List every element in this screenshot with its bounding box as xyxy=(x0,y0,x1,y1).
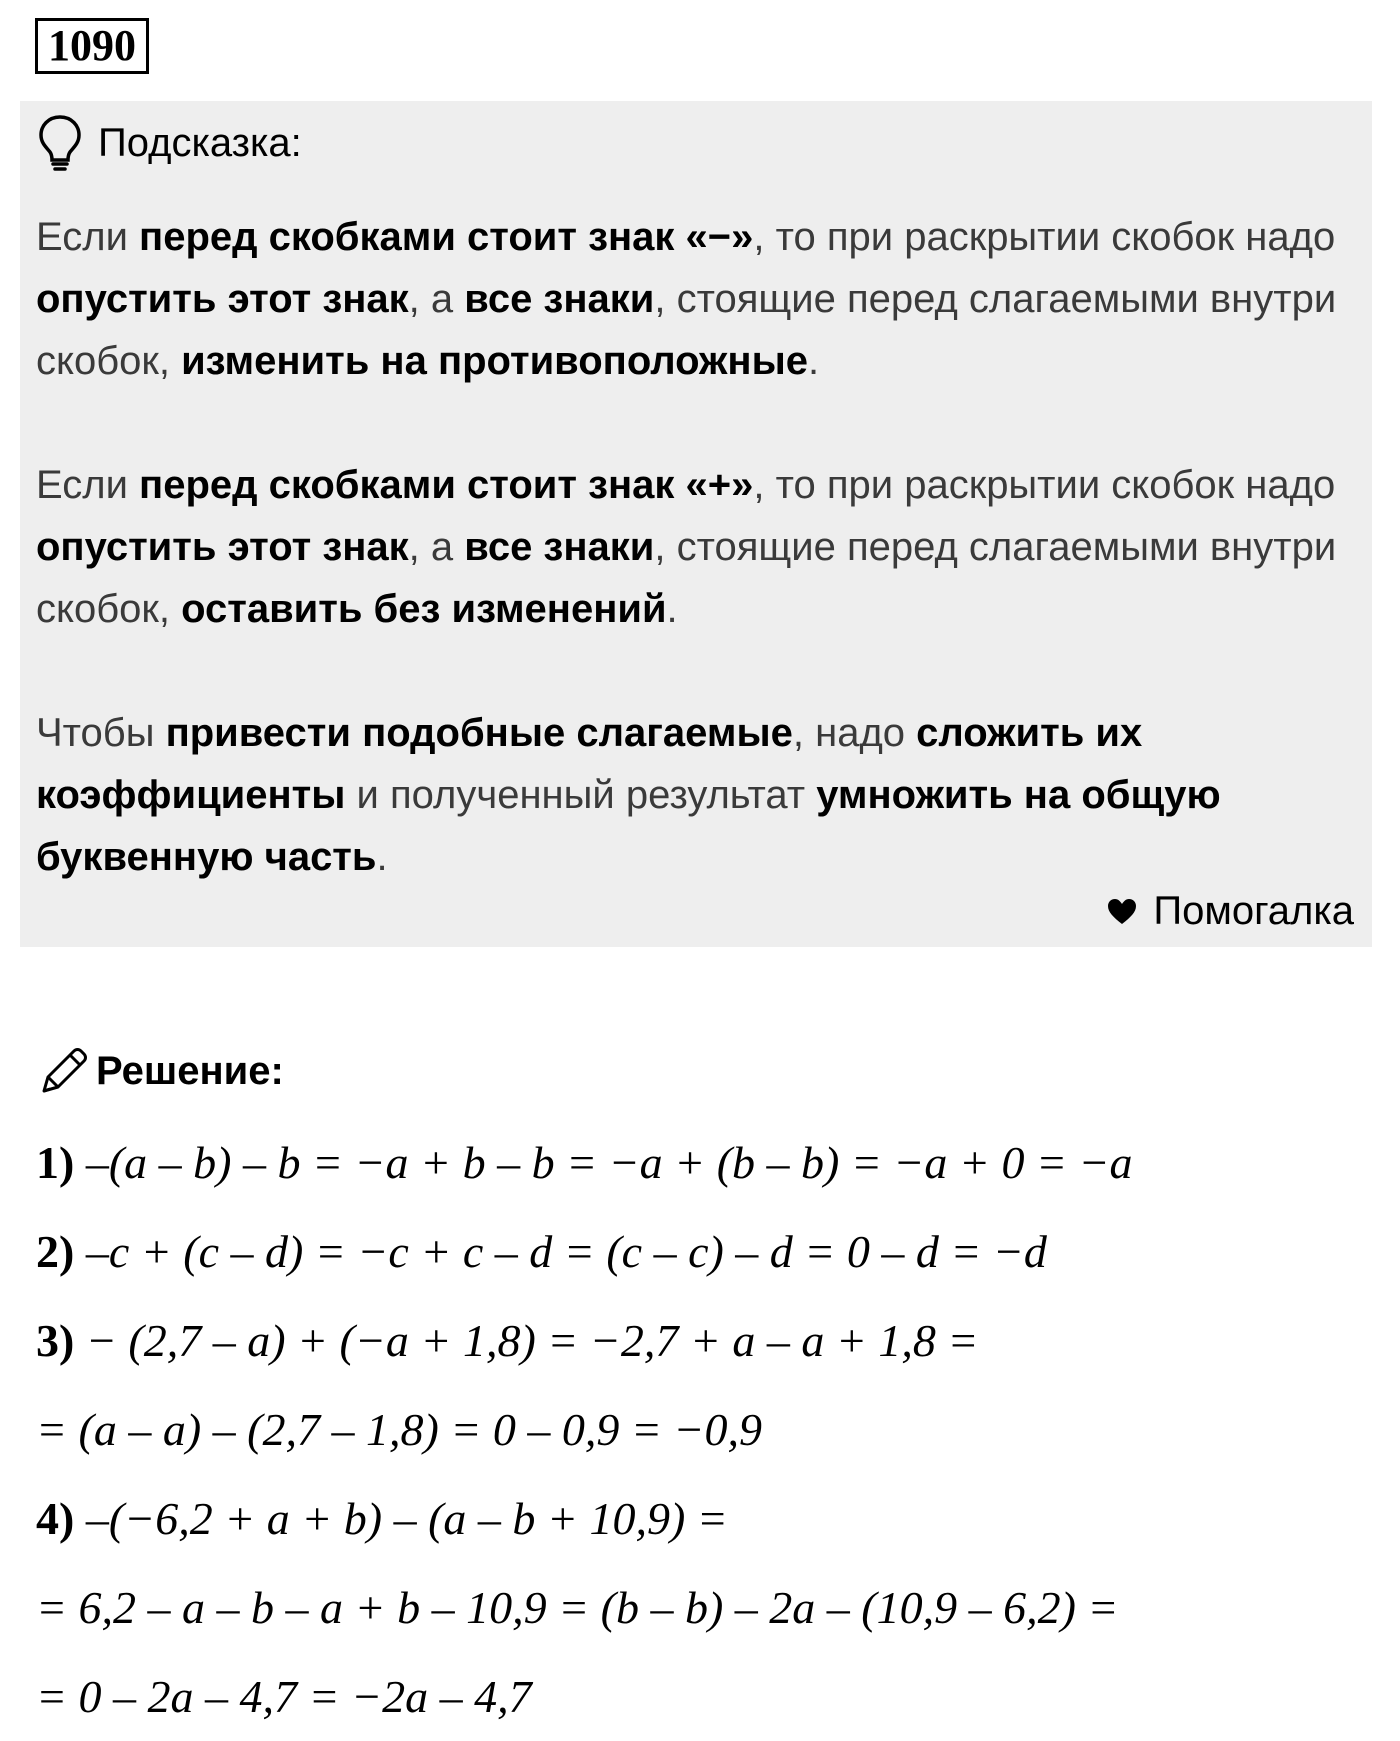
hint-paragraph-1: Если перед скобками стоит знак «−», то при раскрытии скобок надо опустить этот знак, а все знаки, стоящие перед слагаемыми внутри скобок, изменить на противоположные. xyxy=(36,215,1337,383)
brand-label: Помогалка xyxy=(1153,888,1354,933)
lightbulb-icon xyxy=(36,114,84,172)
hint-title: Подсказка: xyxy=(98,120,302,165)
solution-title: Решение: xyxy=(96,1048,284,1093)
hint-paragraph-3: Чтобы привести подобные слагаемые, надо сложить их коэффициенты и полученный результат умножить на общую буквенную часть. xyxy=(36,711,1221,879)
hint-header xyxy=(36,113,302,173)
solution-line-5: 4) –(−6,2 + a + b) – (a – b + 10,9) = xyxy=(36,1493,728,1544)
hint-box xyxy=(20,101,1372,947)
hint-paragraph-2: Если перед скобками стоит знак «+», то при раскрытии скобок надо опустить этот знак, а все знаки, стоящие перед слагаемыми внутри скобок, оставить без изменений. xyxy=(36,463,1337,631)
solution-line-3: 3) − (2,7 – a) + (−a + 1,8) = −2,7 + a – a + 1,8 = xyxy=(36,1315,979,1366)
solution-line-4: = (a – a) – (2,7 – 1,8) = 0 – 0,9 = −0,9 xyxy=(36,1404,762,1455)
solution-line-1: 1) –(a – b) – b = −a + b – b = −a + (b – b) = −a + 0 = −a xyxy=(36,1137,1133,1188)
solution-line-6: = 6,2 – a – b – a + b – 10,9 = (b – b) – 2a – (10,9 – 6,2) = xyxy=(36,1582,1119,1633)
pencil-icon xyxy=(38,1045,90,1097)
solution-line-7: = 0 – 2a – 4,7 = −2a – 4,7 xyxy=(36,1671,532,1722)
solution-header xyxy=(38,1040,284,1102)
solution-line-2: 2) –c + (c – d) = −c + c – d = (c – c) – d = 0 – d = −d xyxy=(36,1226,1047,1277)
task-number: 1090 xyxy=(35,18,149,74)
brand xyxy=(1107,883,1354,939)
heart-icon xyxy=(1107,898,1137,925)
